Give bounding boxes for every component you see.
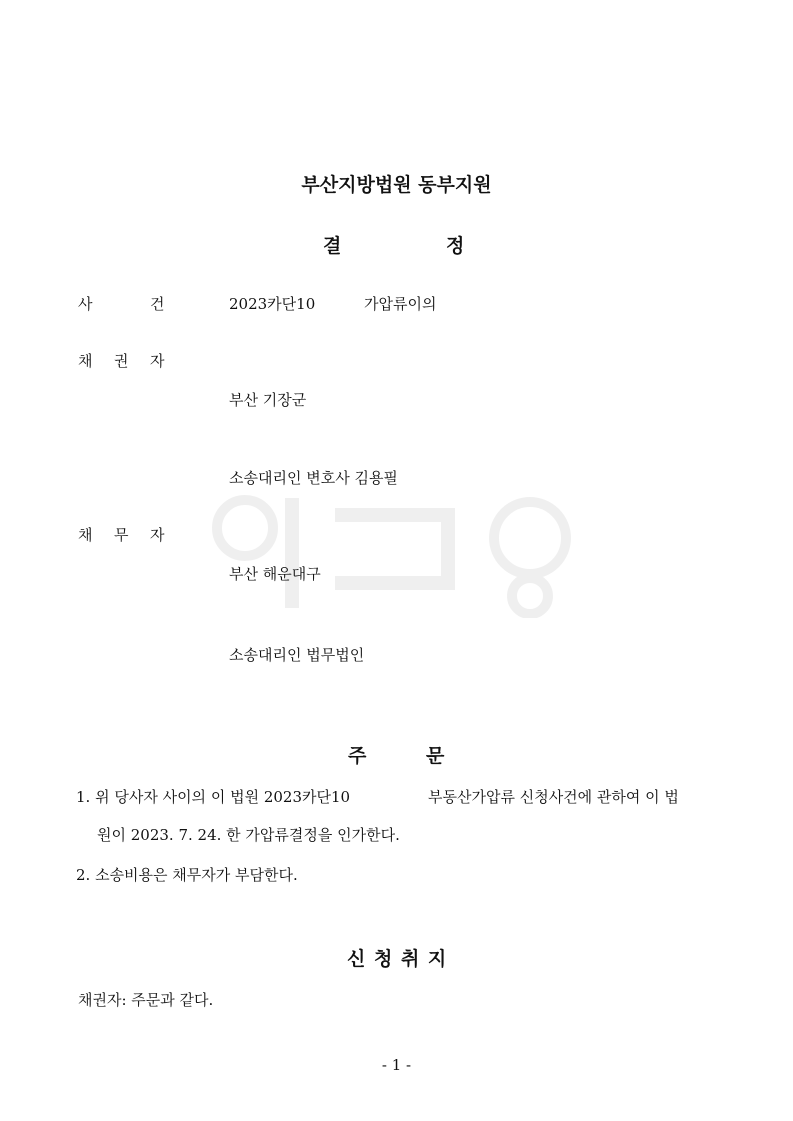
creditor-label-char-2: 권 <box>114 352 129 370</box>
case-number: 2023카단10 <box>229 295 316 313</box>
order-item-1-continuation: 원이 2023. 7. 24. 한 가압류결정을 인가한다. <box>97 826 400 844</box>
debtor-agent: 소송대리인 법무법인 <box>229 646 365 664</box>
debtor-label-char-1: 채 <box>78 526 93 544</box>
page-number: - 1 - <box>381 1056 412 1074</box>
claim-heading: 신 청 취 지 <box>347 948 448 970</box>
watermark-logo-icon <box>205 488 595 618</box>
creditor-label-char-1: 채 <box>78 352 93 370</box>
order-item-1-part-a: 1. 위 당사자 사이의 이 법원 2023카단10 <box>76 788 351 806</box>
claim-text: 채권자: 주문과 같다. <box>78 991 214 1009</box>
case-label-char-2: 건 <box>150 295 165 313</box>
creditor-agent: 소송대리인 변호사 김용필 <box>229 469 398 487</box>
order-heading-char-2: 문 <box>426 745 445 767</box>
order-heading-char-1: 주 <box>348 745 367 767</box>
document-type-char-2: 정 <box>446 235 465 257</box>
case-label-char-1: 사 <box>78 295 93 313</box>
order-item-1-part-b: 부동산가압류 신청사건에 관하여 이 법 <box>428 788 679 806</box>
case-title: 가압류이의 <box>364 295 437 313</box>
debtor-address: 부산 해운대구 <box>229 565 321 583</box>
debtor-label-char-2: 무 <box>114 526 129 544</box>
order-item-2: 2. 소송비용은 채무자가 부담한다. <box>76 866 298 884</box>
document-type-char-1: 결 <box>323 235 342 257</box>
court-name: 부산지방법원 동부지원 <box>301 174 492 196</box>
debtor-label-char-3: 자 <box>150 526 165 544</box>
creditor-address: 부산 기장군 <box>229 391 307 409</box>
creditor-label-char-3: 자 <box>150 352 165 370</box>
